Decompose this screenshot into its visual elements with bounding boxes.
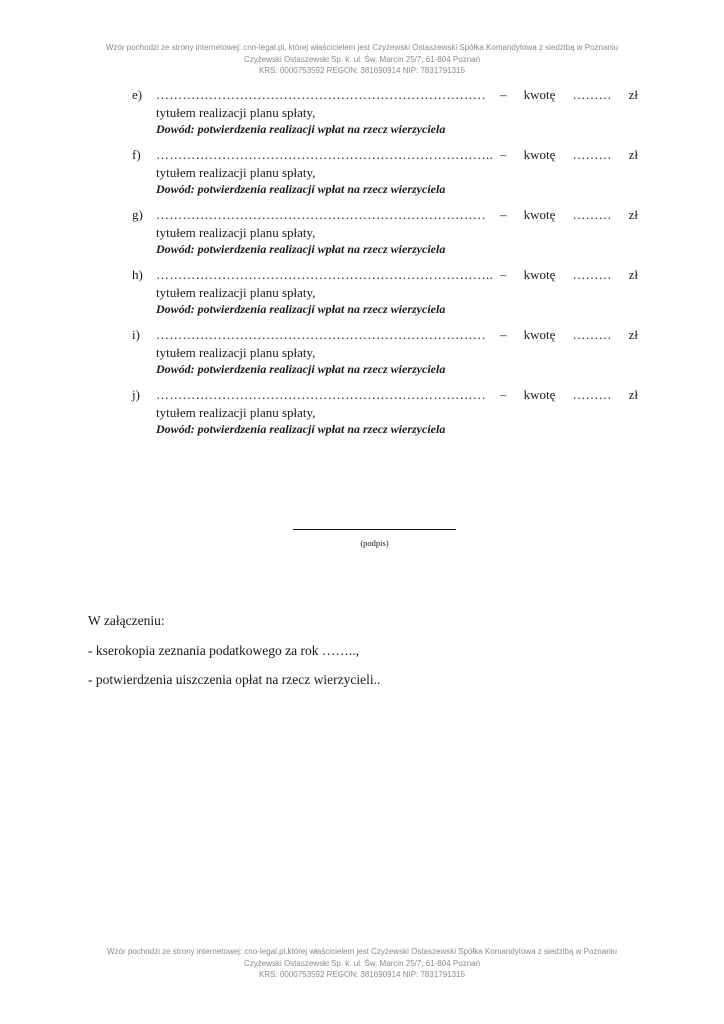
amount-label: kwotę bbox=[523, 147, 556, 162]
creditor-fill-field: ………………………………………………………………… bbox=[156, 87, 486, 102]
amount-line bbox=[500, 206, 638, 224]
entry-proof: Dowód: potwierdzenia realizacji wpłat na rzecz wierzyciela bbox=[156, 302, 446, 316]
amount-dash: – bbox=[500, 207, 507, 222]
amount-fill-field: ……… bbox=[572, 207, 612, 222]
payment-entry-f bbox=[0, 146, 724, 202]
entry-letter: e) bbox=[132, 87, 143, 102]
amount-fill-field: ……… bbox=[572, 147, 612, 162]
header-source-line: Wzór pochodzi ze strony internetowej: cno-legal.pl, której właścicielem jest Czyżewski Ostaszewski Spółka Komandytowa z siedzibą w Poznaniu bbox=[105, 43, 619, 52]
amount-line bbox=[500, 266, 638, 284]
currency-label: zł bbox=[628, 267, 638, 282]
amount-dash: – bbox=[500, 267, 507, 282]
amount-fill-field: ……… bbox=[572, 267, 612, 282]
currency-label: zł bbox=[628, 207, 638, 222]
amount-line bbox=[500, 86, 638, 104]
amount-fill-field: ……… bbox=[572, 387, 612, 402]
entry-proof: Dowód: potwierdzenia realizacji wpłat na rzecz wierzyciela bbox=[156, 362, 446, 376]
creditor-fill-field: ………………………………………………………………… bbox=[156, 387, 486, 402]
footer-source-line: Wzór pochodzi ze strony internetowej: cno-legal.pl,której właścicielem jest Czyżewski Ostaszewski Spółka Komandytowa z siedzibą w Poznaniu bbox=[107, 947, 617, 956]
amount-dash: – bbox=[500, 147, 507, 162]
entry-proof: Dowód: potwierdzenia realizacji wpłat na rzecz wierzyciela bbox=[156, 182, 446, 196]
signature-caption: (podpis) bbox=[360, 538, 389, 548]
entry-title: tytułem realizacji planu spłaty, bbox=[156, 225, 316, 240]
amount-dash: – bbox=[500, 87, 507, 102]
amount-line bbox=[500, 326, 638, 344]
amount-label: kwotę bbox=[523, 87, 556, 102]
currency-label: zł bbox=[628, 147, 638, 162]
entry-title: tytułem realizacji planu spłaty, bbox=[156, 405, 316, 420]
amount-line bbox=[500, 386, 638, 404]
creditor-fill-field: ………………………………………………………………….. bbox=[156, 147, 493, 162]
creditor-fill-field: ………………………………………………………………… bbox=[156, 207, 486, 222]
attachments-section bbox=[88, 612, 648, 700]
amount-dash: – bbox=[500, 387, 507, 402]
entry-proof: Dowód: potwierdzenia realizacji wpłat na rzecz wierzyciela bbox=[156, 242, 446, 256]
entry-title: tytułem realizacji planu spłaty, bbox=[156, 345, 316, 360]
entry-title: tytułem realizacji planu spłaty, bbox=[156, 105, 316, 120]
header-registry-line: KRS: 0000753592 REGON: 381690914 NIP: 7831791315 bbox=[259, 66, 465, 75]
amount-label: kwotę bbox=[523, 327, 556, 342]
creditor-fill-field: ………………………………………………………………….. bbox=[156, 267, 493, 282]
amount-label: kwotę bbox=[523, 387, 556, 402]
payment-entry-h bbox=[0, 266, 724, 322]
attachment-item: - potwierdzenia uiszczenia opłat na rzecz wierzycieli.. bbox=[88, 672, 381, 687]
amount-fill-field: ……… bbox=[572, 87, 612, 102]
amount-fill-field: ……… bbox=[572, 327, 612, 342]
page-header bbox=[0, 42, 724, 77]
entry-letter: h) bbox=[132, 267, 143, 282]
entry-title: tytułem realizacji planu spłaty, bbox=[156, 165, 316, 180]
entry-letter: j) bbox=[132, 387, 140, 402]
entry-title: tytułem realizacji planu spłaty, bbox=[156, 285, 316, 300]
amount-line bbox=[500, 146, 638, 164]
payment-entry-i bbox=[0, 326, 724, 382]
amount-dash: – bbox=[500, 327, 507, 342]
payment-entry-g bbox=[0, 206, 724, 262]
payment-entry-j bbox=[0, 386, 724, 442]
currency-label: zł bbox=[628, 87, 638, 102]
entry-proof: Dowód: potwierdzenia realizacji wpłat na rzecz wierzyciela bbox=[156, 122, 446, 136]
payment-entry-e bbox=[0, 86, 724, 142]
creditor-fill-field: ………………………………………………………………… bbox=[156, 327, 486, 342]
currency-label: zł bbox=[628, 387, 638, 402]
footer-address-line: Czyżewski Ostaszewski Sp. k. ul. Św. Marcin 25/7; 61-804 Poznań bbox=[243, 958, 481, 968]
amount-label: kwotę bbox=[523, 207, 556, 222]
amount-label: kwotę bbox=[523, 267, 556, 282]
attachments-heading: W załączeniu: bbox=[88, 613, 165, 628]
entry-proof: Dowód: potwierdzenia realizacji wpłat na rzecz wierzyciela bbox=[156, 422, 446, 436]
entry-letter: i) bbox=[132, 327, 140, 342]
header-address-line: Czyżewski Ostaszewski Sp. k. ul. Św. Marcin 25/7; 61-804 Poznań bbox=[243, 54, 481, 64]
attachment-item: - kserokopia zeznania podatkowego za rok …….., bbox=[88, 643, 360, 658]
signature-line bbox=[293, 529, 456, 530]
currency-label: zł bbox=[628, 327, 638, 342]
page-footer bbox=[0, 946, 724, 981]
entry-letter: g) bbox=[132, 207, 143, 222]
entry-letter: f) bbox=[132, 147, 141, 162]
footer-registry-line: KRS: 0000753592 REGON: 381690914 NIP: 7831791315 bbox=[259, 970, 465, 979]
